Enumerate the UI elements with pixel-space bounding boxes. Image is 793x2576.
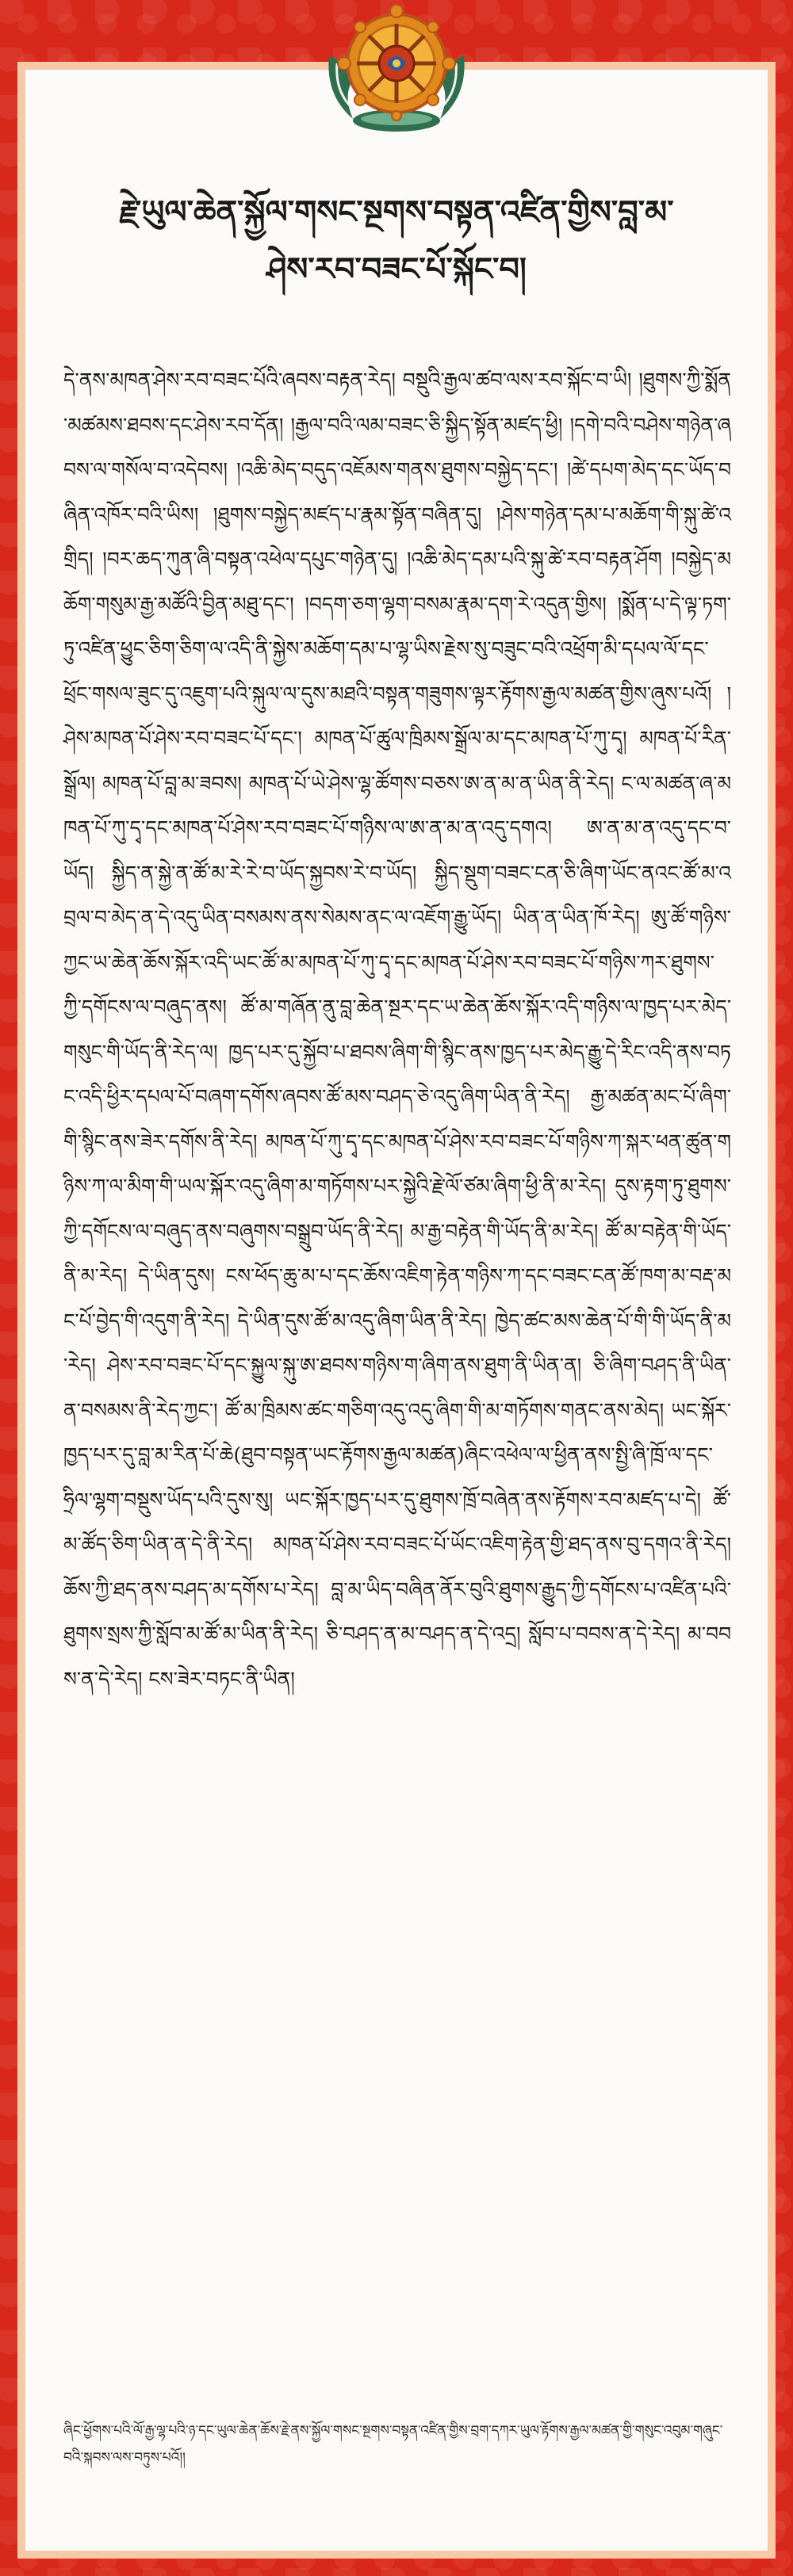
title-line-2: ཤེས་རབ་བཟང་པོ་སྐོང་བ།	[266, 250, 527, 288]
page-title	[71, 184, 722, 298]
body-text: དེ་ནས་མཁན་ཤེས་རབ་བཟང་པོའི་ཞབས་བརྟན་རེད། བསྡུའི་རྒྱལ་ཚབ་ལས་རབ་སྐོང་བ་ཡི། །ཐུགས་ཀྱི་སྨོན་མཚམས་ཐབས་དང་ཤེས་རབ་དོན། །རྒྱལ་བའི་ལམ་བཟང་ཅི་སྐྱིད་སྟོན་མཛད་ཕྱི། །དགེ་བའི་བཤེས་གཉེན་ཞབས་ལ་གསོལ་བ་འདེབས། །འཆི་མེད་བདུད་འཇོམས་གནས་ཐུགས་བསྐྱེད་དང་། །ཚེ་དཔག་མེད་དང་ཡོད་བཞིན་འཁོར་བའི་ཡིས། །ཐུགས་བསྐྱེད་མཛད་པ་རྣམ་སྟོན་བཞིན་དུ། །ཤེས་གཉེན་དམ་པ་མཆོག་གི་སྐུ་ཚེ་འགྲིད། །བར་ཆད་ཀུན་ཞི་བསྟན་འཕེལ་དཔུང་གཉེན་དུ། །འཆི་མེད་དམ་པའི་སྐུ་ཚེ་རབ་བརྟན་ཤོག །བསྐྱེད་མཆོག་གསུམ་རྒྱ་མཚོའི་བྱིན་མཐུ་དང་། །བདག་ཅག་ལྷག་བསམ་རྣམ་དག་རེ་འདུན་གྱིས། །སྨོན་པ་དེ་ལྟ་ཏག་ཏུ་འཛིན་ཕྱུང་ཅིག་ཅིག་ལ་འདི་ནི་སྐྱེས་མཆོག་དམ་པ་ལྷ་ཡིས་རྗེས་སུ་བཟུང་བའི་འཕྲོག་མི་དཔལ་ལོ་དང་ཕྲོང་གསལ་ཟུང་དུ་འཇུག་པའི་སྐུལ་ལ་དུས་མཐའི་བསྟན་གཟུགས་ལྟར་རྟོགས་རྒྱལ་མཚན་གྱིས་ཞུས་པའོ། །ཤེས་མཁན་པོ་ཤེས་རབ་བཟང་པོ་དང་། མཁན་པོ་ཚུལ་ཁྲིམས་སྒྲོལ་མ་དང་མཁན་པོ་ཀུ་དྭ། མཁན་པོ་རིན་སྒྲོལ། མཁན་པོ་བླ་མ་ཟབས། མཁན་པོ་ཡེ་ཤེས་ལྷ་ཚོགས་བཅས་ཨ་ན་མ་ན་ཡིན་ནི་རེད། ང་ལ་མཚན་ཞ་མཁན་པོ་ཀུ་དྭ་དང་མཁན་པོ་ཤེས་རབ་བཟང་པོ་གཉིས་ལ་ཨ་ན་མ་ན་འདུ་དགའ། ཨ་ན་མ་ན་འདུ་དང་བ་ཡོད། སྐྱིད་ན་སྐྱེ་ན་ཚོ་མ་རེ་རེ་བ་ཡོད་སྐྱབས་རེ་བ་ཡོད། སྐྱིད་སྡུག་བཟང་ངན་ཅི་ཞིག་ཡོང་ནའང་ཚོ་མ་འབྲལ་བ་མེད་ན་དེ་འདུ་ཡིན་བསམས་ནས་སེམས་ནང་ལ་འཇོག་རྒྱུ་ཡོད། ཡིན་ན་ཡིན་ཁོ་རེད། ཨུ་ཚོ་གཉིས་ཀྱང་ཡ་ཆེན་ཆོས་སྐོར་འདི་ཡང་ཚོ་མ་མཁན་པོ་ཀུ་དྭ་དང་མཁན་པོ་ཤེས་རབ་བཟང་པོ་གཉིས་ཀར་ཐུགས་ཀྱི་དགོངས་ལ་བཞུད་ནས། ཚོ་མ་གཞོན་ནུ་བླ་ཆེན་སྔར་དང་ཡ་ཆེན་ཆོས་སྐོར་འདི་གཉིས་ལ་ཁྱད་པར་མེད་གསུང་གི་ཡོད་ནི་རེད་ལ། ཁྱད་པར་དུ་སྐྱོབ་པ་ཐབས་ཞིག་གི་སྙིང་ནས་ཁྱད་པར་མེད་རྒྱུ་དེ་རིང་འདི་ནས་བཏང་འདི་ཕྱིར་དཔལ་པོ་བཞག་དགོས་ཞབས་ཚོ་མས་བཤད་ཅེ་འདུ་ཞིག་ཡིན་ནི་རེད། རྒྱ་མཚན་མང་པོ་ཞིག་གི་སྙིང་ནས་ཟེར་དགོས་ནི་རེད། མཁན་པོ་ཀུ་དྭ་དང་མཁན་པོ་ཤེས་རབ་བཟང་པོ་གཉིས་ཀ་སྐར་ཕན་ཚུན་གཉིས་ཀ་ལ་མིག་གི་ཡལ་སྐོར་འདུ་ཞིག་མ་གཏོགས་པར་སྐྱེའི་རྗེ་ལོ་ཙམ་ཞིག་ཕྱི་ནི་མ་རེད། དུས་རྟག་ཏུ་ཐུགས་ཀྱི་དགོངས་ལ་བཞུད་ནས་བཞུགས་བསྒྲུབ་ཡོད་ནི་རེད། མ་རྒྱ་བརྟེན་གི་ཡོད་ནི་མ་རེད། ཚོ་མ་བརྟེན་གི་ཡོད་ནི་མ་རེད། དེ་ཡིན་དུས། ངས་ཕོད་ཆུ་མ་པ་དང་ཆོས་འཇིག་རྟེན་གཉིས་ཀ་དང་བཟང་ངན་ཚོ་ཁག་མ་བརྡ་མང་པོ་བྱེད་གི་འདུག་ནི་རེད། དེ་ཡིན་དུས་ཚོ་མ་འདུ་ཞིག་ཡིན་ནི་རེད། ཁྱེད་ཚང་མས་ཆེན་པོ་གི་གི་ཡོད་ནི་མ་རེད། ཤེས་རབ་བཟང་པོ་དང་སྐྱུལ་སྐུ་ཨ་ཐབས་གཉིས་ག་ཞིག་ནས་ཐུག་ནི་ཡིན་ན། ཅི་ཞིག་བཤད་ནི་ཡིན་ན་བསམས་ནི་རེད་ཀྱང་། ཚོ་མ་ཁྲིམས་ཚང་གཅིག་འདུ་འདུ་ཞིག་གི་མ་གཏོགས་གནང་ནས་མེད། ཡང་སྐོར་ཁྱད་པར་དུ་བླ་མ་རིན་པོ་ཆེ(ཐུབ་བསྟན་ཡང་རྟོགས་རྒྱལ་མཚན)ཞིང་འཕེལ་ལ་ཕྱིན་ནས་སྤྱི་ཞི་ཁྲོ་ལ་དང་ཧྲིལ་ལྷག་བསྡུས་ཡོད་པའི་དུས་སུ། ཡང་སྐོར་ཁྱད་པར་དུ་ཐུགས་ཁྲོ་བཞེན་ནས་རྟོགས་རབ་མཛད་པ་དེ། ཚོ་མ་ཚོད་ཅིག་ཡིན་ན་དེ་ནི་རེད། མཁན་པོ་ཤེས་རབ་བཟང་པོ་ཡོང་འཇིག་རྟེན་གྱི་ཐད་ནས་བུ་དགའ་ནི་རེད། ཆོས་ཀྱི་ཐད་ནས་བཤད་མ་དགོས་པ་རེད། བླ་མ་ཡིད་བཞིན་ནོར་བུའི་ཐུགས་རྒྱུད་ཀྱི་དགོངས་པ་འཛིན་པའི་ཐུགས་སྲས་ཀྱི་སློབ་མ་ཚོ་མ་ཡིན་ནི་རེད། ཅི་བཤད་ན་མ་བཤད་ན་དེ་འདྲ། སློབ་པ་བབས་ན་དེ་རེད། མ་བབས་ན་དེ་རེད། ངས་ཟེར་བཏང་ནི་ཡིན།	[63, 369, 731, 1691]
dharma-wheel-icon	[317, 0, 476, 139]
colophon: ཞིང་ཕྱོགས་པའི་ལོ་རྒྱ་ལྷ་པའི་ཉ་དང་ཡུལ་ཆེན་ཆོས་རྗེ་ནས་སྐྱོལ་གསང་སྔགས་བསྟན་འཛིན་གྱིས་བྲག་དཀར་ཡུལ་རྟོགས་རྒྱལ་མཚན་གྱི་གསུང་འབུམ་གཞུང་བའི་སྐབས་ལས་བཏུས་པའོ།།	[63, 2423, 723, 2466]
title-line-1: རྗེ་ཡུལ་ཆེན་སྐྱོལ་གསང་སྔགས་བསྟན་འཛིན་གྱིས་བླ་མ་	[119, 193, 674, 231]
